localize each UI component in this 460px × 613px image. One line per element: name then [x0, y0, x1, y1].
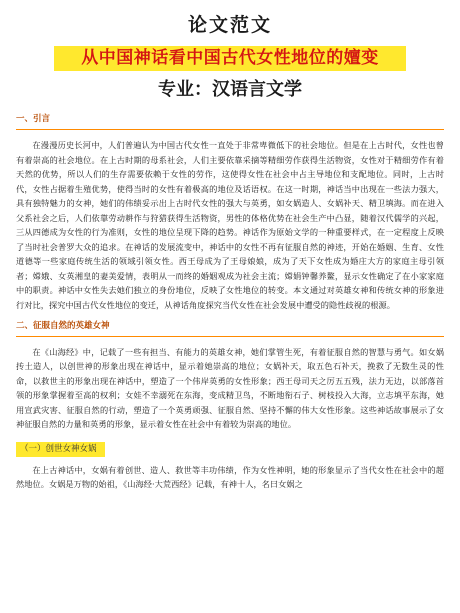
section-heading-text: 一、引言	[16, 114, 51, 124]
heroic-goddesses-paragraph: 在《山海经》中，记载了一些有担当、有能力的英雄女神，她们掌管生死，有着征服自然的智慧与勇气。如女娲抟土造人，以创世神的形象出现在神话中，显示着她崇高的地位；女娲补天，取五色石补天，挽救了无数生灵的性命，以救世主的形象出现在神话中，塑造了一个伟岸英勇的女性形象；西王母司天之厉五五残，法力无边，以部落首领的形象掌握着至高的权利；女娃不幸溺死在东海，变成精卫鸟，不断地衔石子、树枝投入大海，立志填平东海，她用宣武灾害、征服自然的行动，塑造了一个英勇顽强、征服自然、坚持不懈的伟大女性形象。这些神话故事展示了女神征服自然的力量和英勇的形象，显示着女性在社会中有着较为崇高的地位。	[16, 346, 444, 430]
document-type-label: 论文范文	[187, 14, 272, 36]
section-heading-introduction	[16, 113, 444, 128]
subsection-nuwa	[16, 432, 444, 492]
subsection-heading-nuwa: （一）创世女神女娲	[16, 442, 105, 457]
introduction-paragraph: 在漫漫历史长河中，人们普遍认为中国古代女性一直处于非常卑微低下的社会地位。但是在上古时代，女性也曾有着崇高的社会地位。在上古时期的母系社会，人们主要依靠采摘等精细劳作获得生活物资，女性对于精细劳作有着天然的优势，所以人们的生存需要依赖于女性的劳作，这使得女性在社会中占主导地位和支配地位。同时，上古时代，女性占据着生殖优势，使得当时的女性有着极高的地位及话语权。在这一时期，神话当中出现在一些法力强大，具有独特魅力的女神，她们的伟绩妥示出上古时代女性的强大与英勇，如女娲造人、女娲补天、精卫填海。而在进入父系社会之后，人们依靠劳动耕作与狩猎获得生活物资，男性的体格优势在社会生产中凸显，随着汉代儒学的兴起，三从四德成为女性的行为准则，女性的地位呈现下降的趋势。神话作为原始文学的一种重要样式，在一定程度上反映了当时社会普罗大众的追求。在神话的发展流变中，神话中的女性不再有征服自然的神迹，开始在婚姻、生育、女性道德等一些家庭传统生活的领域引领女性。西王母成为了王母娘娘，成为了天下女性成为婚庄大方的家庭主母引领者；嫦娥、女英湘皇的妻美爱情，表明从一而终的婚姻观成为社会主流；嫦娟钟馨养鳌，显示女性确定了在小家家庭中的职责。神话中女性失去她们独立的身份地位，反映了女性地位的转变。本文通过对英雄女神和传统女神的形象进行对比，探究中国古代女性地位的变迁，从神话角度探究当代女性在社会发展中遭受的隐性歧视的根源。	[16, 140, 444, 311]
major-label: 专业：汉语言文学	[158, 79, 302, 100]
paper-title: 从中国神话看中国古代女性地位的嬗变	[54, 46, 406, 71]
section-heading-heroic-goddesses	[16, 320, 444, 335]
section-heading-text: 二、征服自然的英雄女神	[16, 320, 110, 331]
nuwa-paragraph: 在上古神话中，女娲有着创世、造人、救世等丰功伟绩，作为女性神明，她的形象显示了当代女性在社会中的超然地位。女娲是万物的始祖，《山海经·大荒西经》记载，有神十人，名曰女娲之	[16, 464, 444, 490]
section-heroic-goddesses	[16, 320, 444, 432]
section-divider	[16, 336, 444, 337]
section-divider	[16, 129, 444, 130]
section-introduction	[16, 113, 444, 313]
